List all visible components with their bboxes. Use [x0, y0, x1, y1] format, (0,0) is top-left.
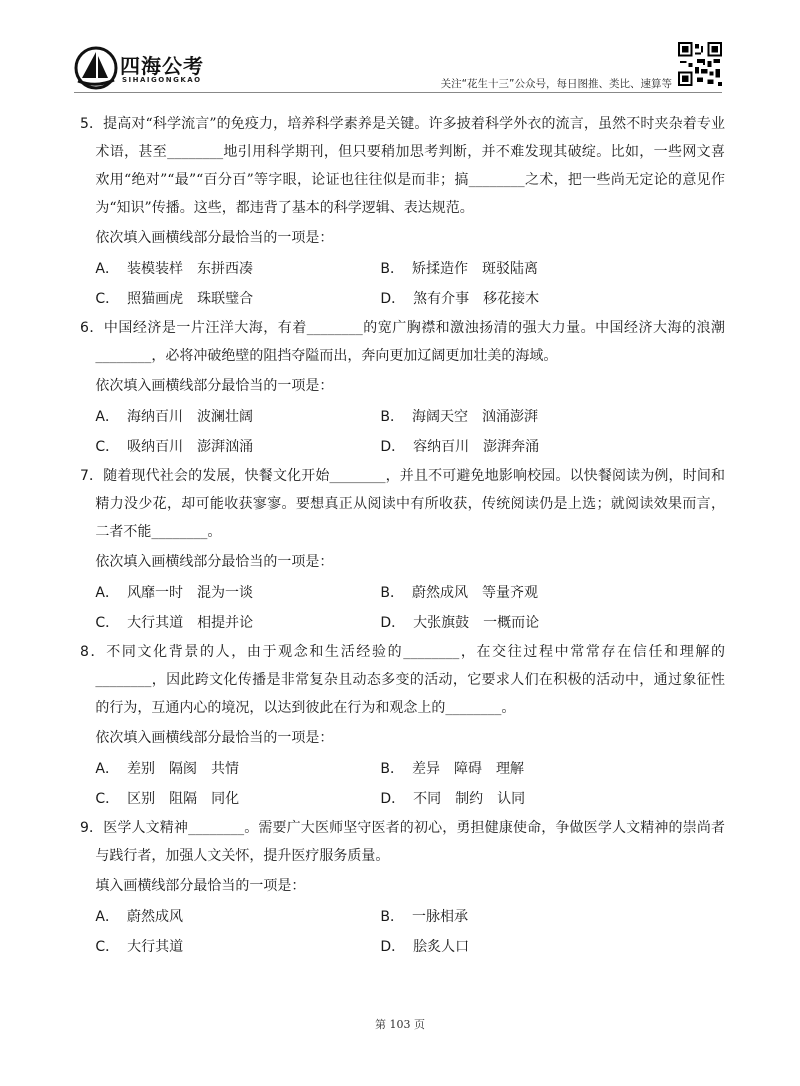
- option-text: 吸纳百川 澎湃汹涌: [127, 439, 254, 455]
- answer-option[interactable]: [95, 255, 380, 283]
- option-text: 煞有介事 移花接木: [413, 291, 540, 307]
- option-text: 矫揉造作 斑驳陆离: [412, 261, 538, 277]
- option-letter: D．: [380, 439, 406, 455]
- option-row: [95, 284, 725, 314]
- option-text: 大行其道: [127, 939, 184, 955]
- question-item: [80, 814, 725, 962]
- option-letter: B．: [380, 761, 404, 777]
- qr-code-icon: [678, 42, 722, 86]
- option-letter: C．: [95, 791, 120, 807]
- option-text: 海纳百川 波澜壮阔: [126, 409, 253, 425]
- question-number: 8．: [80, 644, 107, 660]
- answer-option[interactable]: [380, 403, 665, 431]
- option-text: 蔚然成风 等量齐观: [412, 585, 538, 601]
- question-prompt: 依次填入画横线部分最恰当的一项是：: [95, 554, 334, 570]
- question-text: 医学人文精神________。需要广大医师坚守医者的初心，勇担健康使命，争做医学人文精神的崇尚者与践行者，加强人文关怀，提升医疗服务质量。: [95, 820, 725, 864]
- answer-option[interactable]: [380, 933, 665, 961]
- question-stem: [80, 314, 725, 370]
- option-text: 脍炙人口: [413, 939, 470, 955]
- option-row: [95, 608, 725, 638]
- option-row: [95, 432, 725, 462]
- answer-option[interactable]: [380, 785, 665, 813]
- option-text: 大行其道 相提并论: [127, 615, 254, 631]
- answer-option[interactable]: [95, 285, 380, 313]
- option-list: [95, 902, 725, 962]
- option-letter: D．: [380, 615, 406, 631]
- option-letter: A．: [95, 585, 119, 601]
- option-text: 蔚然成风: [126, 909, 183, 925]
- option-text: 差异 障碍 理解: [412, 761, 524, 777]
- question-number: 6．: [80, 320, 104, 336]
- question-text: 中国经济是一片汪洋大海，有着________的宽广胸襟和激浊扬清的强大力量。中国经济大海的浪潮________，必将冲破绝壁的阻挡夺隘而出，奔向更加辽阔更加壮美的海域。: [95, 320, 725, 364]
- answer-option[interactable]: [95, 785, 380, 813]
- option-letter: D．: [380, 939, 406, 955]
- option-letter: A．: [95, 761, 119, 777]
- option-letter: D．: [380, 291, 406, 307]
- answer-option[interactable]: [95, 755, 380, 783]
- option-list: [95, 254, 725, 314]
- question-item: [80, 462, 725, 638]
- answer-option[interactable]: [380, 579, 665, 607]
- question-item: [80, 314, 725, 462]
- question-number: 9．: [80, 820, 104, 836]
- answer-option[interactable]: [95, 903, 380, 931]
- question-list: [80, 110, 725, 962]
- question-text: 提高对“科学流言”的免疫力，培养科学素养是关键。许多披着科学外衣的流言，虽然不时夹杂着专业术语，甚至________地引用科学期刊，但只要稍加思考判断，并不难发现其破绽。比如，一些网文喜欢用“绝对”“最”“百分百”等字眼，论证也往往似是而非；搞________之术，把一些尚无定论的意见作为“知识”传播。这些，都违背了基本的科学逻辑、表达规范。: [95, 116, 725, 216]
- option-text: 大张旗鼓 一概而论: [413, 615, 540, 631]
- option-text: 装模装样 东拼西凑: [126, 261, 253, 277]
- answer-option[interactable]: [380, 285, 665, 313]
- option-text: 风靡一时 混为一谈: [126, 585, 253, 601]
- question-prompt: 依次填入画横线部分最恰当的一项是：: [95, 730, 334, 746]
- question-number: 5．: [80, 116, 104, 132]
- question-stem: [80, 638, 725, 722]
- answer-option[interactable]: [95, 933, 380, 961]
- option-text: 照猫画虎 珠联璧合: [127, 291, 254, 307]
- option-row: [95, 932, 725, 962]
- option-row: [95, 254, 725, 284]
- option-letter: B．: [380, 909, 404, 925]
- answer-option[interactable]: [380, 903, 665, 931]
- answer-option[interactable]: [95, 433, 380, 461]
- question-prompt: 依次填入画横线部分最恰当的一项是：: [95, 378, 334, 394]
- option-row: [95, 402, 725, 432]
- option-text: 海阔天空 汹涌澎湃: [412, 409, 538, 425]
- option-text: 差别 隔阂 共情: [126, 761, 239, 777]
- answer-option[interactable]: [95, 579, 380, 607]
- option-row: [95, 784, 725, 814]
- logo-english-name: SIHAIGONGKAO: [122, 76, 202, 84]
- option-letter: A．: [95, 261, 119, 277]
- option-row: [95, 902, 725, 932]
- option-letter: B．: [380, 409, 404, 425]
- question-text: 不同文化背景的人，由于观念和生活经验的________，在交往过程中常常存在信任和理解的________，因此跨文化传播是非常复杂且动态多变的活动，它要求人们在积极的活动中，通过象征性的行为，互通内心的境况，以达到彼此在行为和观念上的________。: [95, 644, 725, 716]
- option-list: [95, 754, 725, 814]
- question-prompt: 依次填入画横线部分最恰当的一项是：: [95, 230, 334, 246]
- answer-option[interactable]: [380, 433, 665, 461]
- option-text: 不同 制约 认同: [413, 791, 526, 807]
- question-stem: [80, 814, 725, 870]
- option-letter: B．: [380, 585, 404, 601]
- answer-option[interactable]: [380, 755, 665, 783]
- question-item: [80, 110, 725, 314]
- answer-option[interactable]: [380, 609, 665, 637]
- page-header: [0, 0, 800, 100]
- option-list: [95, 402, 725, 462]
- question-text: 随着现代社会的发展，快餐文化开始________，并且不可避免地影响校园。以快餐阅读为例，时间和精力没少花，却可能收获寥寥。要想真正从阅读中有所收获，传统阅读仍是上选；就阅读效果而言，二者不能________。: [95, 468, 725, 540]
- option-letter: A．: [95, 409, 119, 425]
- page-number: 第 103 页: [375, 1018, 425, 1031]
- option-text: 容纳百川 澎湃奔涌: [413, 439, 540, 455]
- question-stem: [80, 462, 725, 546]
- option-letter: C．: [95, 439, 120, 455]
- option-letter: C．: [95, 939, 120, 955]
- option-row: [95, 578, 725, 608]
- logo-chinese-name: 四海公考: [120, 54, 204, 78]
- option-letter: C．: [95, 615, 120, 631]
- option-letter: D．: [380, 791, 406, 807]
- sailboat-logo-icon: [74, 44, 122, 92]
- answer-option[interactable]: [95, 609, 380, 637]
- brand-logo: [74, 44, 224, 94]
- option-text: 区别 阻隔 同化: [127, 791, 240, 807]
- follow-note: 关注“花生十三”公众号，每日图推、类比、速算等: [440, 78, 672, 90]
- option-text: 一脉相承: [412, 909, 468, 925]
- question-prompt: 填入画横线部分最恰当的一项是：: [95, 878, 306, 894]
- question-number: 7．: [80, 468, 104, 484]
- header-divider: [74, 92, 722, 93]
- question-item: [80, 638, 725, 814]
- option-list: [95, 578, 725, 638]
- option-letter: B．: [380, 261, 404, 277]
- answer-option[interactable]: [380, 255, 665, 283]
- answer-option[interactable]: [95, 403, 380, 431]
- option-letter: A．: [95, 909, 119, 925]
- question-stem: [80, 110, 725, 222]
- option-letter: C．: [95, 291, 120, 307]
- option-row: [95, 754, 725, 784]
